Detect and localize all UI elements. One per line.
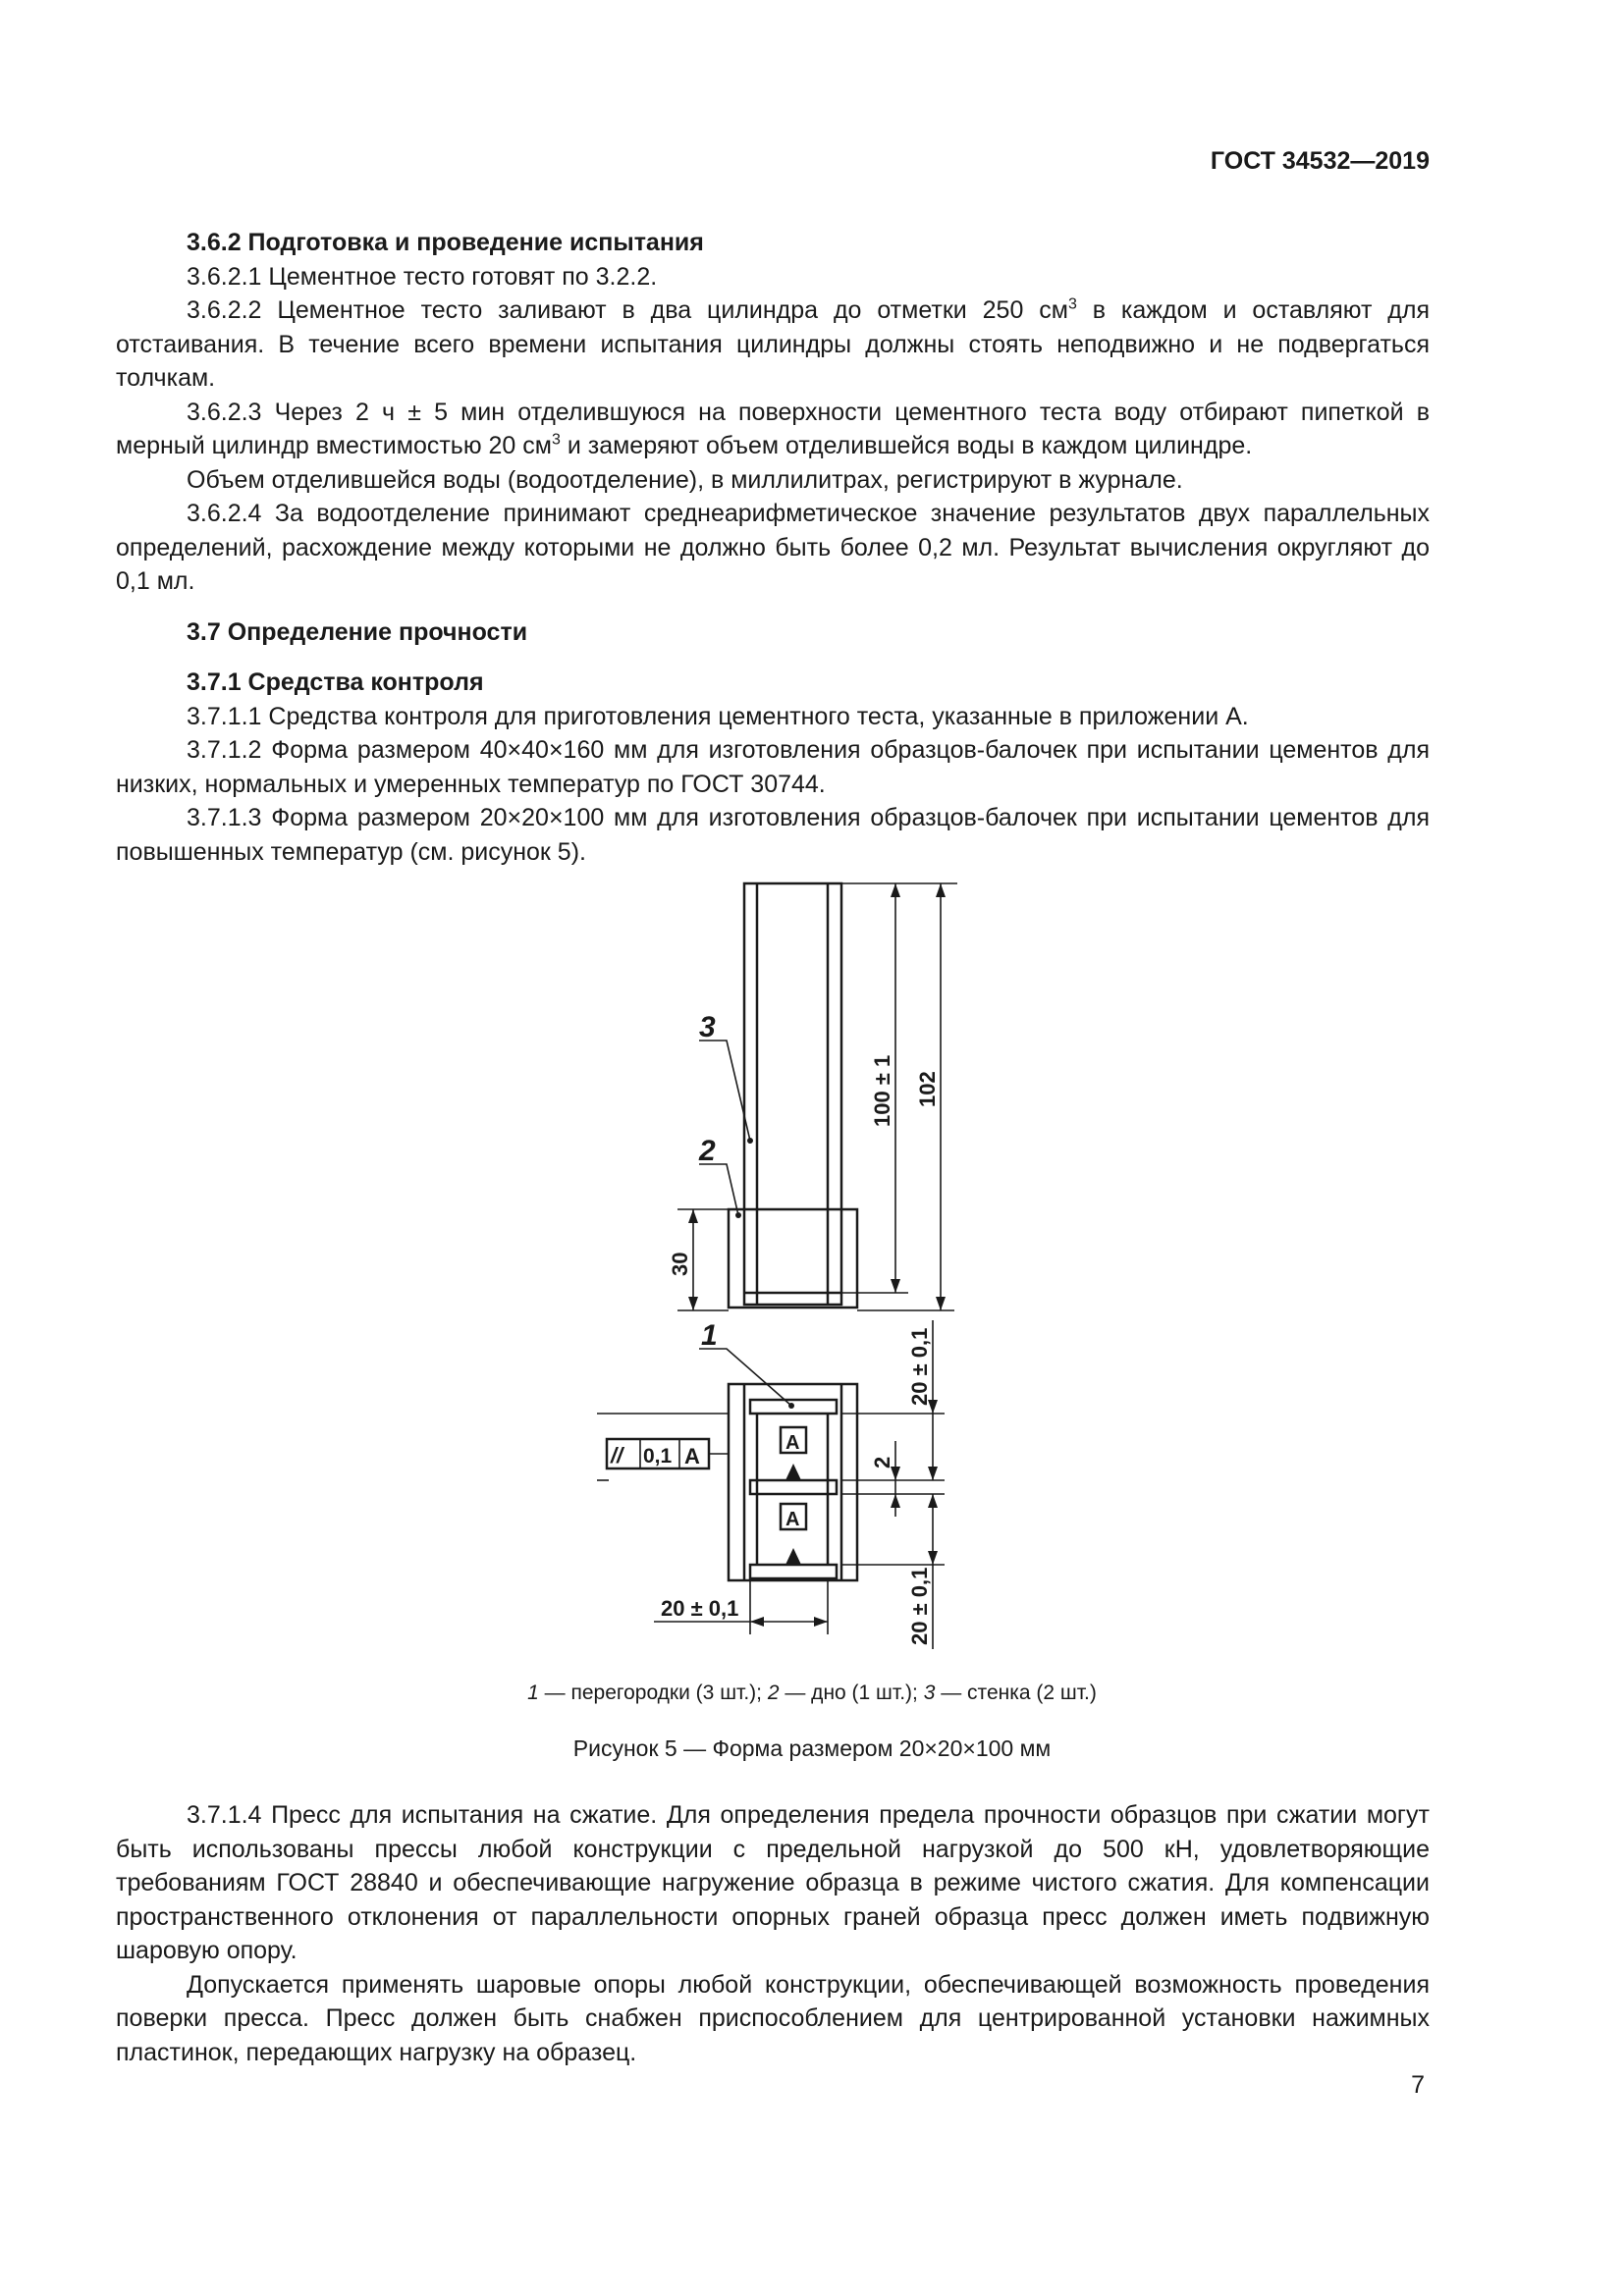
arrowhead xyxy=(688,1209,698,1223)
para-3-7-1-1: 3.7.1.1 Средства контроля для приготовления цементного теста, указанные в приложении А. xyxy=(187,702,1249,730)
para-3-6-2-2 xyxy=(116,294,1430,396)
legend-text: — стенка (2 шт.) xyxy=(935,1682,1097,1704)
arrowhead xyxy=(891,1279,900,1293)
callout-3: 3 xyxy=(699,1011,716,1043)
datum-triangle xyxy=(785,1464,801,1480)
arrowhead xyxy=(814,1617,828,1627)
callout-leader-3 xyxy=(699,1041,750,1141)
para-3-7-1-2: 3.7.1.2 Форма размером 40×40×160 мм для изготовления образцов-балочек при испытании цементов для низких, нормальных и умеренных температур по ГОСТ 30744. xyxy=(116,736,1430,798)
arrowhead xyxy=(928,1551,938,1565)
legend-num: 3 xyxy=(923,1682,936,1704)
page-number: 7 xyxy=(1411,2071,1425,2099)
datum-label: A xyxy=(785,1432,800,1454)
dim-label-30: 30 xyxy=(668,1252,692,1276)
figure-title: Рисунок 5 — Форма размером 20×20×100 мм xyxy=(572,1735,1052,1761)
partition-bottom xyxy=(750,1565,837,1578)
heading-3-7: 3.7 Определение прочности xyxy=(187,617,528,646)
para-3-6-2-4: 3.6.2.4 За водоотделение принимают среднеарифметическое значение результатов двух параллельных определений, расхождение между которыми не должно быть более 0,2 мл. Результат вычисления округляют до 0,1 мл. xyxy=(116,500,1430,595)
callout-dot xyxy=(788,1403,794,1409)
dim-label-20-bottom: 20 ± 0,1 xyxy=(907,1567,932,1645)
legend-text: — перегородки (3 шт.); xyxy=(538,1682,768,1704)
tolerance-datum: A xyxy=(684,1444,700,1468)
para-3-6-2-2-a: 3.6.2.2 Цементное тесто заливают в два цилиндра до отметки 250 см xyxy=(187,296,1068,324)
arrowhead xyxy=(750,1617,764,1627)
arrowhead xyxy=(891,883,900,897)
callout-1: 1 xyxy=(701,1319,718,1352)
callout-leader-2 xyxy=(699,1164,738,1215)
legend-num: 2 xyxy=(767,1682,780,1704)
heading-3-7-1: 3.7.1 Средства контроля xyxy=(187,668,484,696)
dim-label-100: 100 ± 1 xyxy=(870,1054,894,1127)
dim-label-102: 102 xyxy=(915,1071,940,1107)
body-text-top xyxy=(116,226,1430,869)
callout-dot xyxy=(747,1138,753,1144)
tolerance-value: 0,1 xyxy=(643,1445,673,1468)
callout-2: 2 xyxy=(699,1135,716,1167)
para-3-6-2-3-a: 3.6.2.3 Через 2 ч ± 5 мин отделившуюся на поверхности цементного теста воду отбирают пипеткой в мерный цилиндр вместимостью 20 см xyxy=(116,398,1430,459)
dim-label-2: 2 xyxy=(870,1456,894,1468)
para-3-6-2-2-b: в каждом и оставляют для отстаивания. В течение всего времени испытания цилиндры должны стоять неподвижно и не подвергаться толчкам. xyxy=(116,296,1430,392)
arrowhead xyxy=(936,1297,946,1310)
arrowhead xyxy=(928,1467,938,1480)
datum-label: A xyxy=(785,1509,800,1530)
arrowhead xyxy=(936,883,946,897)
arrowhead xyxy=(891,1494,900,1508)
arrowhead xyxy=(688,1297,698,1310)
para-3-6-2-3 xyxy=(116,396,1430,463)
callout-dot xyxy=(735,1212,741,1218)
arrowhead xyxy=(928,1494,938,1508)
legend-num: 1 xyxy=(527,1682,539,1704)
body-text-bottom xyxy=(116,1798,1430,2069)
para-3-6-2-3-b: и замеряют объем отделившейся воды в каждом цилиндре. xyxy=(560,432,1253,459)
datum-triangle xyxy=(785,1548,801,1565)
para-3-6-2-1: 3.6.2.1 Цементное тесто готовят по 3.2.2. xyxy=(187,262,658,291)
dim-label-20-width: 20 ± 0,1 xyxy=(661,1596,739,1621)
document-number: ГОСТ 34532—2019 xyxy=(1210,147,1430,175)
figure-5-drawing xyxy=(589,869,962,1654)
partition-middle xyxy=(750,1480,837,1494)
superscript: 3 xyxy=(551,431,561,449)
para-3-7-1-3: 3.7.1.3 Форма размером 20×20×100 мм для изготовления образцов-балочек при испытании цементов для повышенных температур (см. рисунок 5). xyxy=(116,804,1430,866)
tolerance-symbol: // xyxy=(611,1443,623,1468)
legend-text: — дно (1 шт.); xyxy=(779,1682,924,1704)
figure-legend xyxy=(0,1682,1624,1705)
heading-3-6-2: 3.6.2 Подготовка и проведение испытания xyxy=(187,229,704,256)
para-volume: Объем отделившейся воды (водоотделение), в миллилитрах, регистрируют в журнале. xyxy=(187,465,1183,494)
dim-label-20-top: 20 ± 0,1 xyxy=(907,1327,932,1406)
para-allowed: Допускается применять шаровые опоры любой конструкции, обеспечивающей возможность проведения поверки пресса. Пресс должен быть снабжен приспособлением для центрированной установки нажимных пластинок, передающих нагрузку на образец. xyxy=(116,1970,1430,2066)
para-3-7-1-4: 3.7.1.4 Пресс для испытания на сжатие. Для определения предела прочности образцов при сжатии могут быть использованы прессы любой конструкции с предельной нагрузкой до 500 кН, удовлетворяющие требованиям ГОСТ 28840 и обеспечивающие нагружение образца в режиме чистого сжатия. Для компенсации пространственного отклонения от параллельности опорных граней образца пресс должен иметь подвижную шаровую опору. xyxy=(116,1801,1430,1964)
superscript: 3 xyxy=(1067,295,1077,313)
